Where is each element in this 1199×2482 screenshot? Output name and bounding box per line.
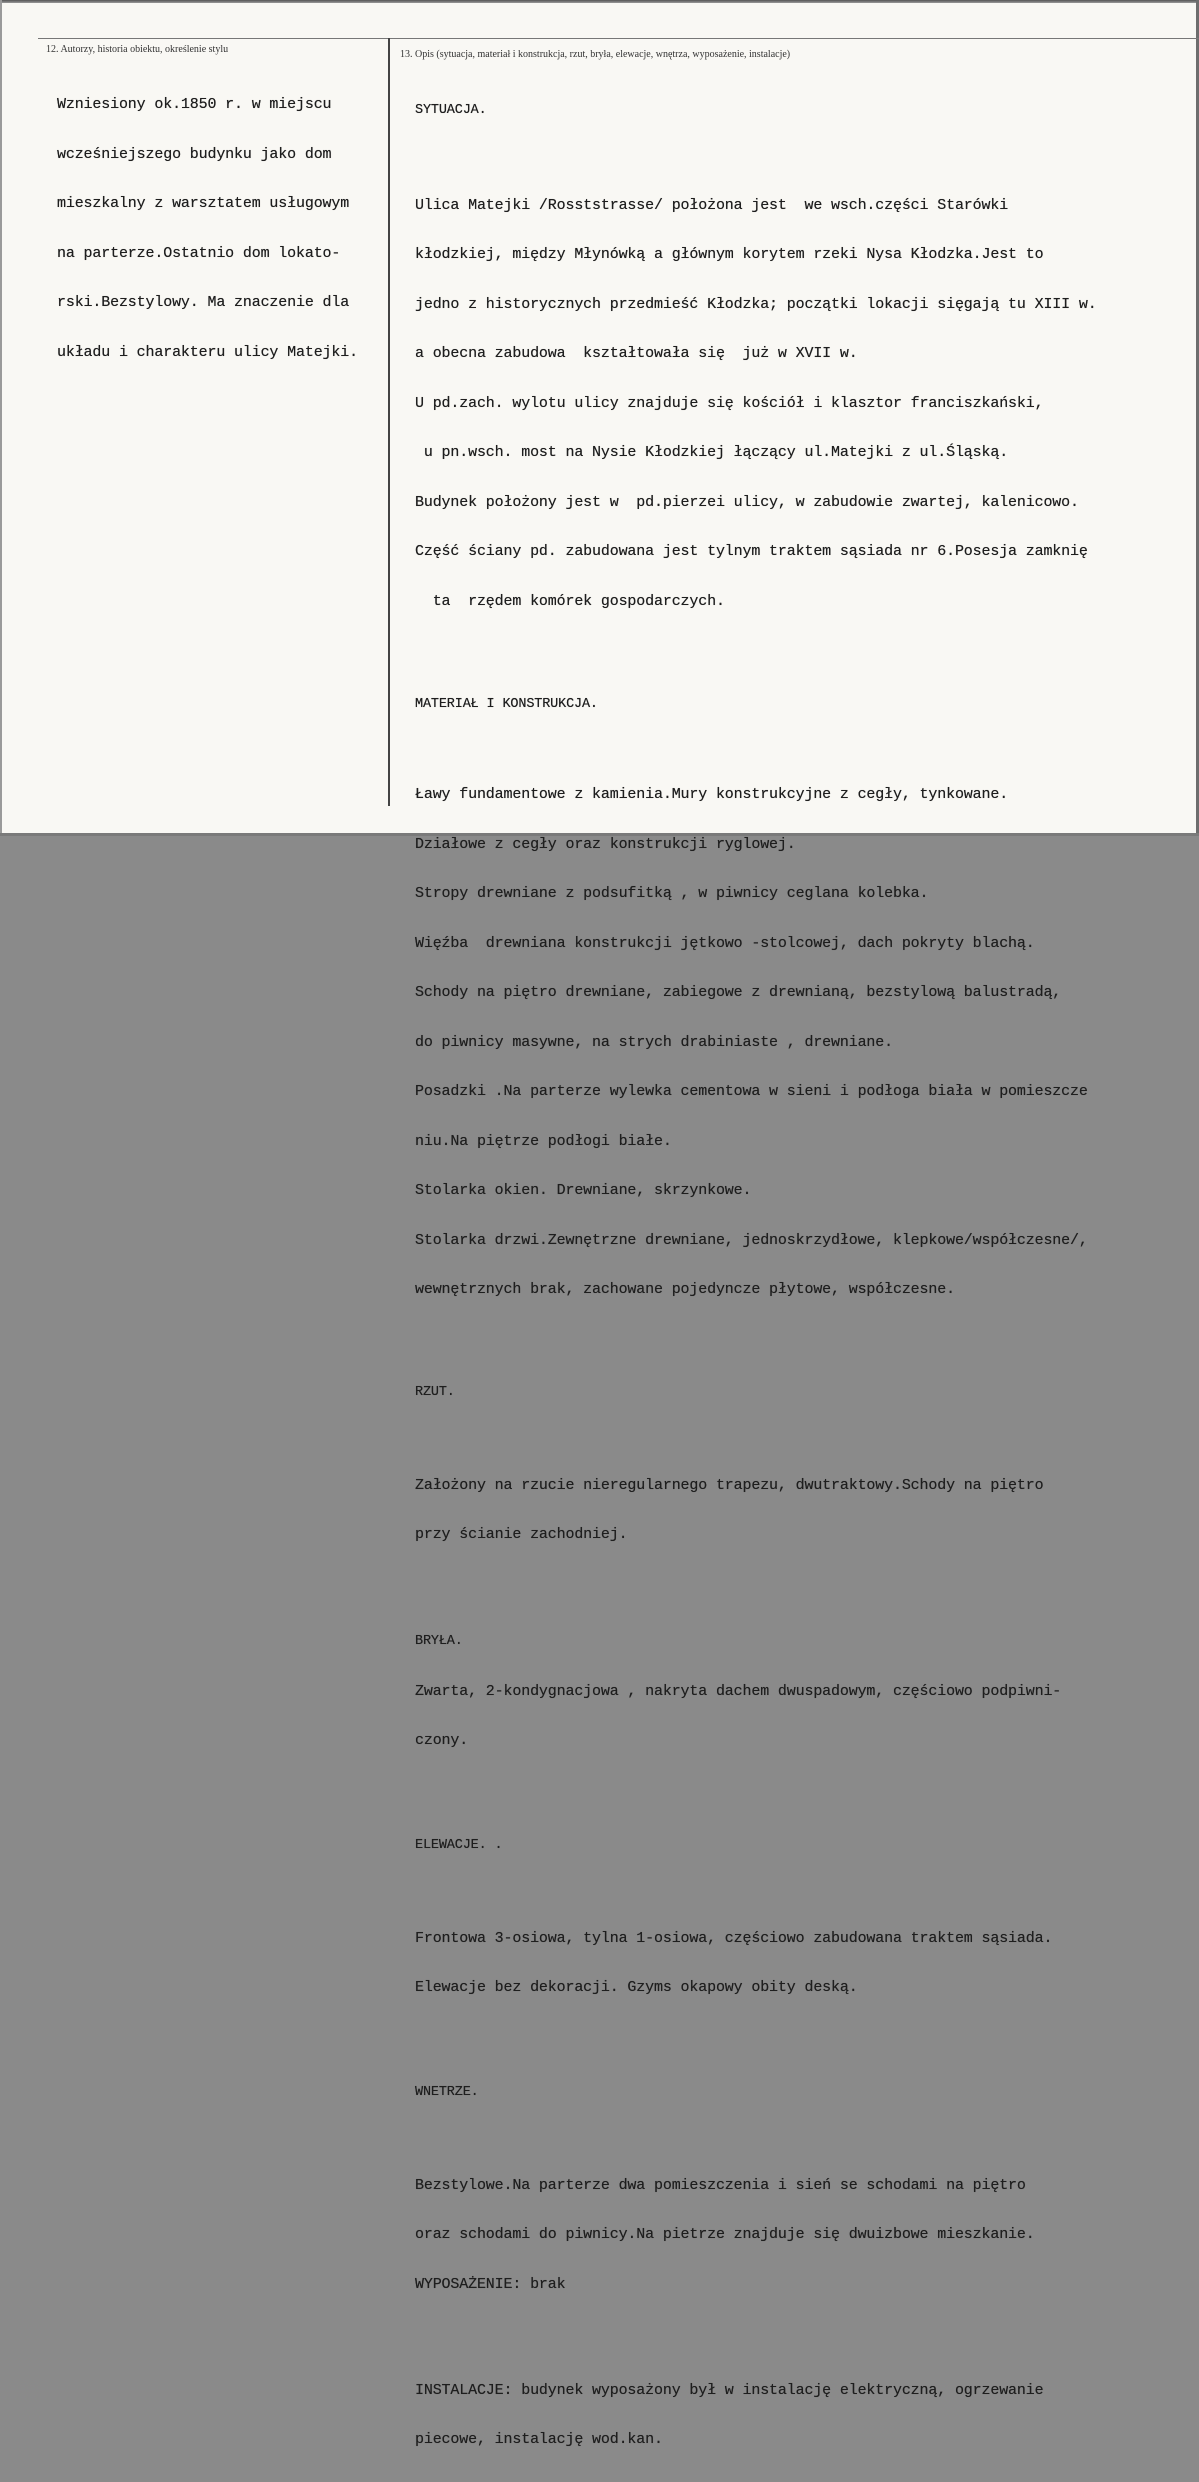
- heading-bryla: BRYŁA.: [415, 1634, 463, 1649]
- text-line: Stropy drewniane z podsufitką , w piwnicy ceglana kolebka.: [415, 885, 929, 902]
- text-line: a obecna zabudowa kształtowała się już w XVII w.: [415, 345, 858, 362]
- text-line: Więźba drewniana konstrukcji jętkowo -stolcowej, dach pokryty blachą.: [415, 934, 1035, 952]
- scan-edge-top: [0, 0, 1199, 3]
- text-line: Stolarka okien. Drewniane, skrzynkowe.: [415, 1182, 752, 1199]
- instalacje-line: INSTALACJE: budynek wyposażony był w instalację elektryczną, ogrzewanie: [415, 2381, 1044, 2399]
- text-line: Bezstylowe.Na parterze dwa pomieszczenia i sień se schodami na piętro: [415, 2176, 1026, 2194]
- text-line: na parterze.Ostatnio dom lokato-: [57, 244, 341, 262]
- section-12-text: [57, 64, 358, 394]
- text-line: piecowe, instalację wod.kan.: [415, 2431, 663, 2448]
- text-line: kłodzkiej, między Młynówką a głównym korytem rzeki Nysa Kłodzka.Jest to: [415, 246, 1044, 263]
- text-line: Ławy fundamentowe z kamienia.Mury konstrukcyjne z cegły, tynkowane.: [415, 786, 1009, 803]
- text-line: u pn.wsch. most na Nysie Kłodzkiej łączący ul.Matejki z ul.Śląską.: [415, 444, 1009, 461]
- text-line: Ulica Matejki /Rosststrasse/ położona jest we wsch.części Starówki: [415, 196, 1009, 214]
- text-line: Budynek położony jest w pd.pierzei ulicy, w zabudowie zwartej, kalenicowo.: [415, 493, 1079, 511]
- text-line: Stolarka drzwi.Zewnętrzne drewniane, jednoskrzydłowe, klepkowe/współczesne/,: [415, 1231, 1088, 1249]
- text-line: Schody na piętro drewniane, zabiegowe z drewnianą, bezstylową balustradą,: [415, 984, 1062, 1001]
- text-line: niu.Na piętrze podłogi białe.: [415, 1132, 672, 1150]
- heading-material: MATERIAŁ I KONSTRUKCJA.: [415, 696, 598, 712]
- text-line: oraz schodami do piwnicy.Na pietrze znajduje się dwuizbowe mieszkanie.: [415, 2226, 1035, 2243]
- heading-sytuacja: SYTUACJA.: [415, 103, 487, 118]
- text-line: wewnętrznych brak, zachowane pojedyncze płytowe, współczesne.: [415, 1281, 955, 1298]
- heading-rzut: RZUT.: [415, 1385, 455, 1400]
- section-13-label: 13. Opis (sytuacja, materiał i konstrukcja, rzut, bryła, elewacje, wnętrza, wyposażenie, instalacje): [400, 49, 791, 60]
- form-horizontal-rule: [38, 38, 1199, 39]
- section-13-text: [415, 70, 1097, 2482]
- text-line: Założony na rzucie nieregularnego trapezu, dwutraktowy.Schody na piętro: [415, 1476, 1044, 1494]
- heading-elewacje: ELEWACJE. .: [415, 1838, 503, 1853]
- text-line: przy ścianie zachodniej.: [415, 1526, 628, 1543]
- text-line: Działowe z cegły oraz konstrukcji ryglowej.: [415, 835, 796, 853]
- text-line: do piwnicy masywne, na strych drabiniaste , drewniane.: [415, 1033, 893, 1051]
- text-line: mieszkalny z warsztatem usługowym: [57, 195, 350, 212]
- form-column-divider: [388, 38, 390, 806]
- heading-wnetrze: WNETRZE.: [415, 2085, 479, 2100]
- section-12-label: 12. Autorzy, historia obiektu, określenie stylu: [46, 44, 229, 55]
- text-line: układu i charakteru ulicy Matejki.: [57, 343, 358, 361]
- text-line: Wzniesiony ok.1850 r. w miejscu: [57, 96, 332, 113]
- text-line: Frontowa 3-osiowa, tylna 1-osiowa, częściowo zabudowana traktem sąsiada.: [415, 1929, 1053, 1947]
- text-line: jedno z historycznych przedmieść Kłodzka; początki lokacji sięgają tu XIII w.: [415, 295, 1097, 313]
- wyposazenie-line: WYPOSAŻENIE: brak: [415, 2275, 566, 2293]
- text-line: czony.: [415, 1732, 469, 1749]
- text-line: Zwarta, 2-kondygnacjowa , nakryta dachem dwuspadowym, częściowo podpiwni-: [415, 1682, 1062, 1700]
- text-line: ta rzędem komórek gospodarczych.: [415, 592, 725, 610]
- text-line: U pd.zach. wylotu ulicy znajduje się kościół i klasztor franciszkański,: [415, 394, 1044, 412]
- text-line: rski.Bezstylowy. Ma znaczenie dla: [57, 294, 350, 311]
- text-line: Część ściany pd. zabudowana jest tylnym traktem sąsiada nr 6.Posesja zamknię: [415, 543, 1088, 560]
- text-line: Elewacje bez dekoracji. Gzyms okapowy obity deską.: [415, 1979, 858, 1996]
- text-line: Posadzki .Na parterze wylewka cementowa w sieni i podłoga biała w pomieszcze: [415, 1083, 1088, 1100]
- text-line: wcześniejszego budynku jako dom: [57, 145, 332, 163]
- scan-edge-left: [0, 0, 2, 836]
